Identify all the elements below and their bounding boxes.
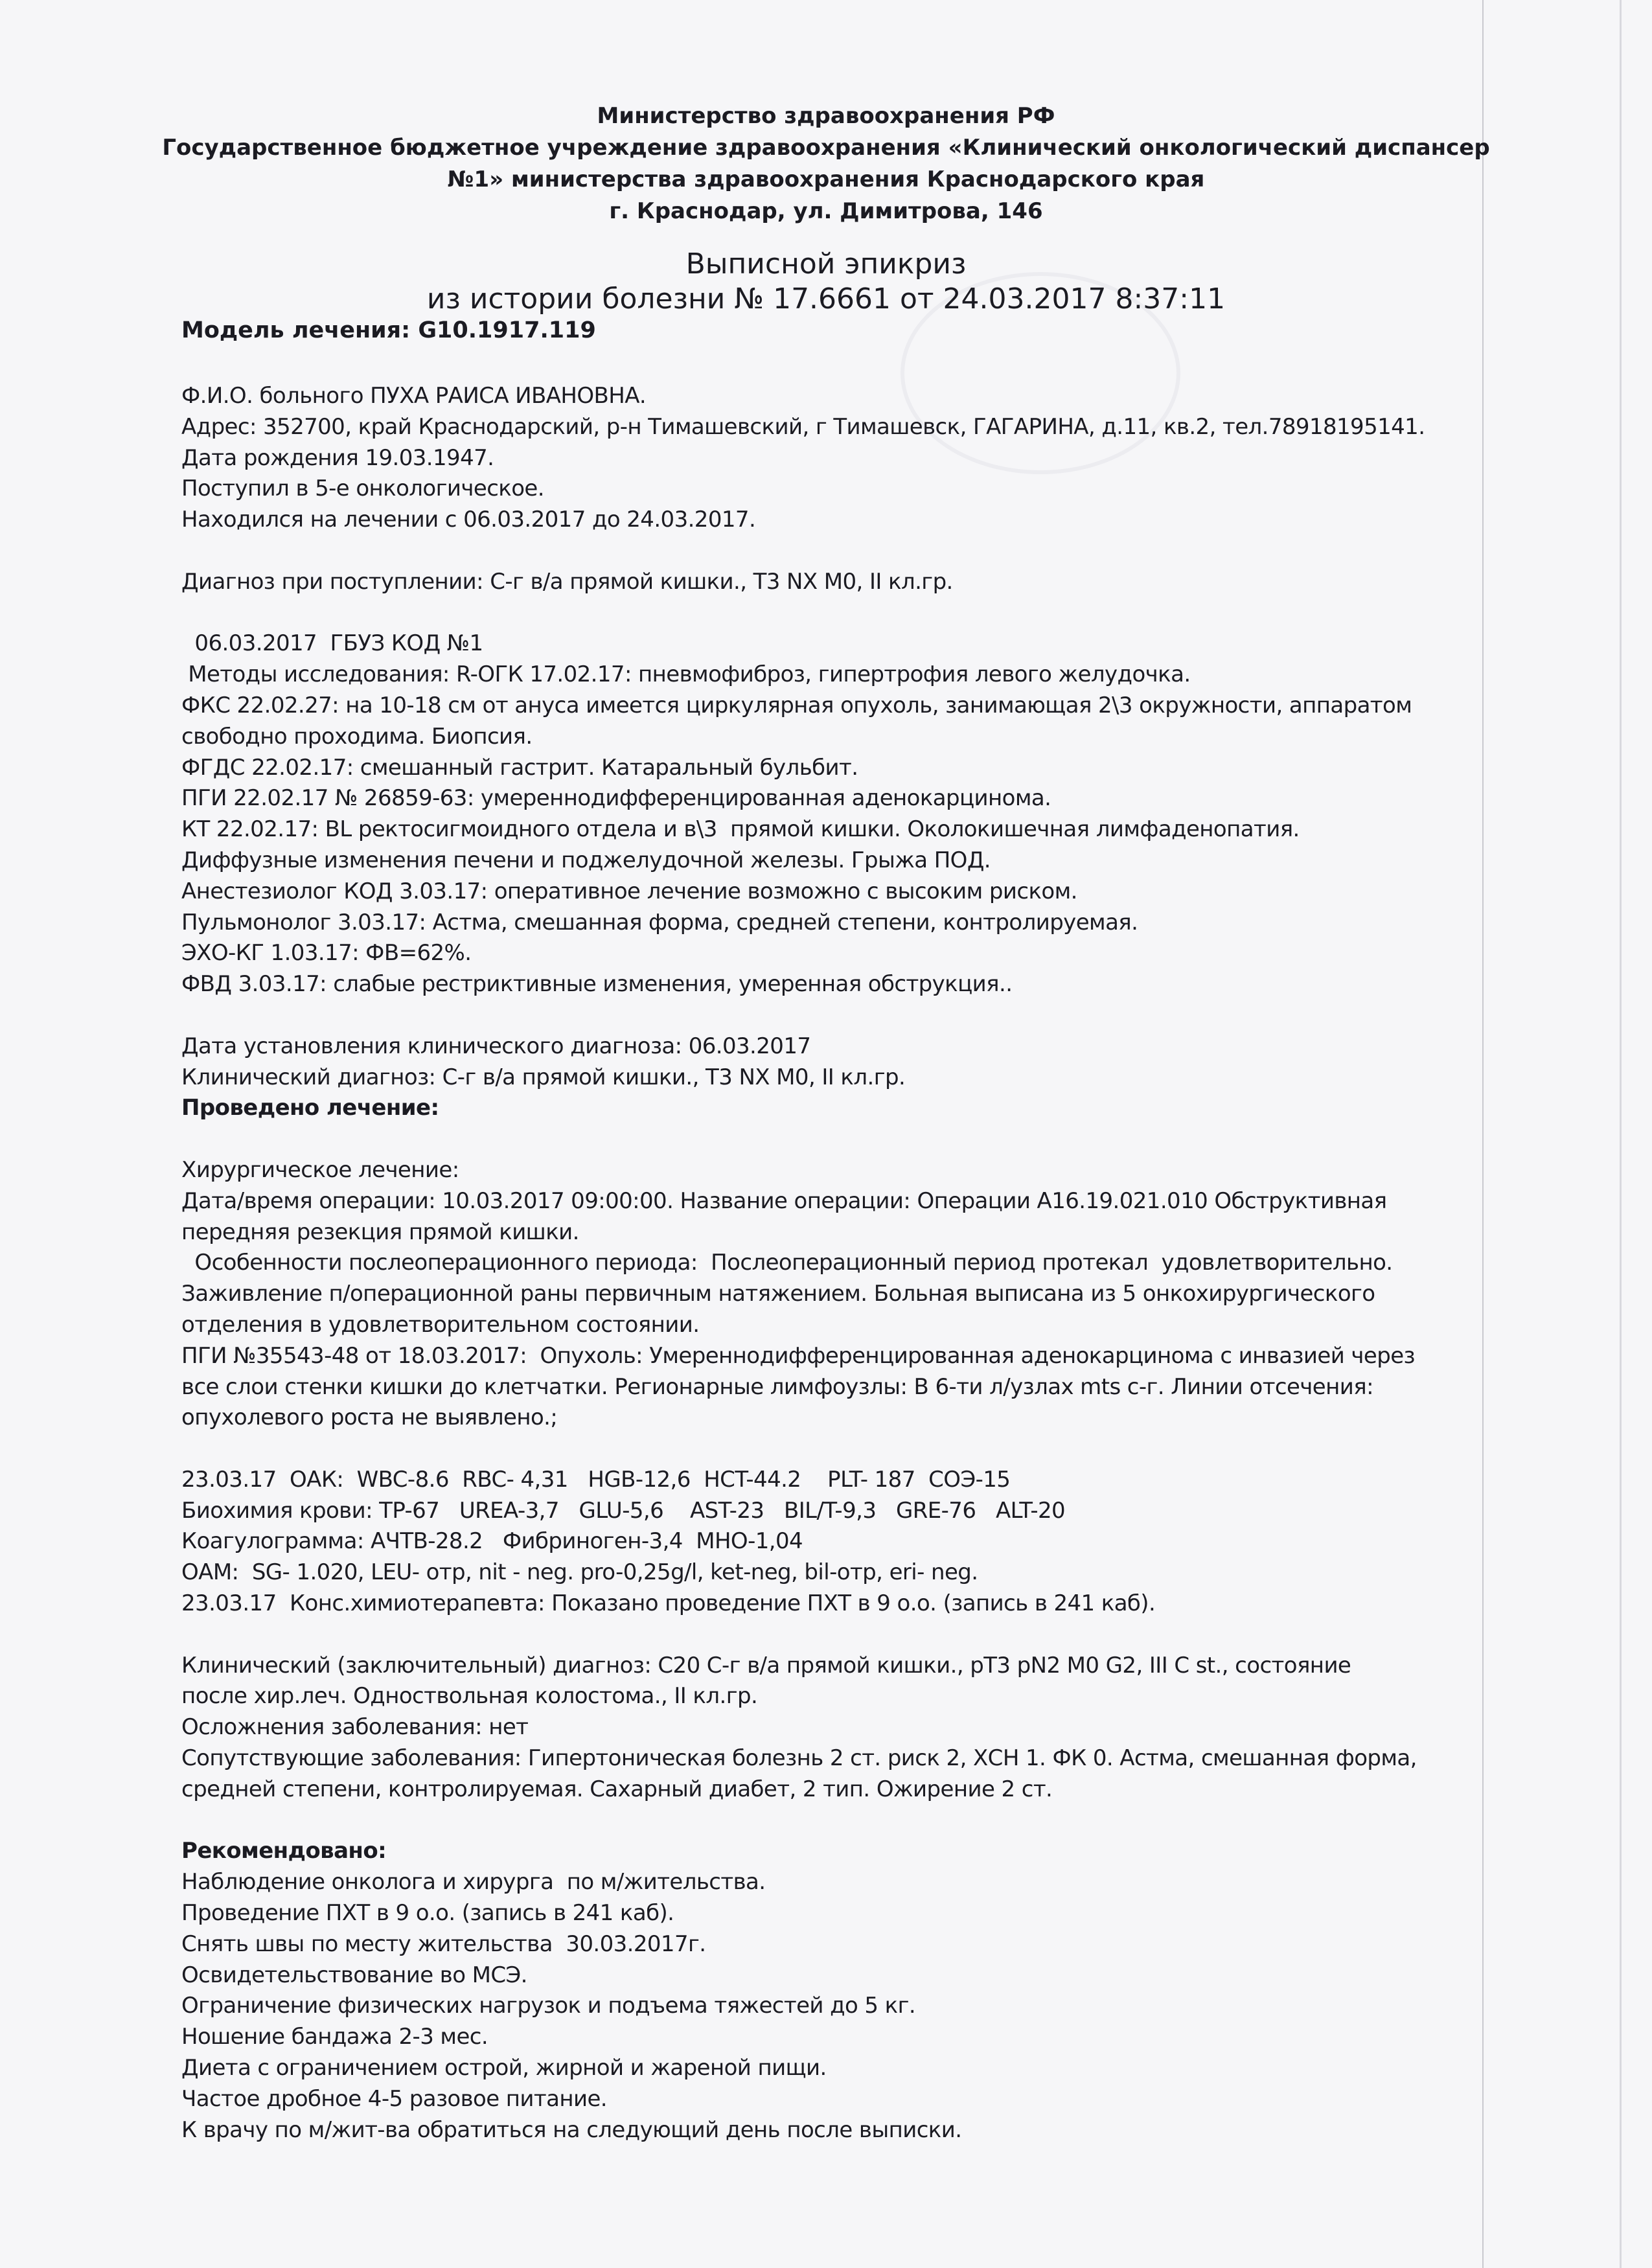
- paper-edge: [1620, 0, 1622, 2268]
- text-line: после хир.леч. Одноствольная колостома., II кл.гр.: [181, 1683, 758, 1710]
- text-line: ОАМ: SG- 1.020, LEU- отр, nit - neg. pro-0,25g/l, ket-neg, bil-отр, eri- neg.: [181, 1559, 978, 1586]
- document-subtitle: из истории болезни № 17.6661 от 24.03.2017 8:37:11: [426, 282, 1226, 315]
- header-line: Министерство здравоохранения РФ: [597, 103, 1055, 129]
- text-line: 23.03.17 Конс.химиотерапевта: Показано проведение ПХТ в 9 о.о. (запись в 241 каб).: [181, 1590, 1156, 1617]
- text-line: Биохимия крови: TP-67 UREA-3,7 GLU-5,6 AST-23 BIL/T-9,3 GRE-76 ALT-20: [181, 1497, 1066, 1524]
- text-line: Анестезиолог КОД 3.03.17: оперативное лечение возможно с высоким риском.: [181, 878, 1077, 904]
- section-heading: Проведено лечение:: [181, 1095, 439, 1121]
- text-line: отделения в удовлетворительном состоянии.: [181, 1311, 700, 1338]
- text-line: Диагноз при поступлении: С-г в/а прямой кишки., T3 NX M0, II кл.гр.: [181, 568, 953, 595]
- text-line: Проведение ПХТ в 9 о.о. (запись в 241 каб).: [181, 1900, 674, 1927]
- document-section: [181, 1836, 1425, 2146]
- text-line: Дата установления клинического диагноза: 06.03.2017: [181, 1033, 811, 1059]
- text-line: Методы исследования: R-ОГК 17.02.17: пневмофиброз, гипертрофия левого желудочка.: [181, 661, 1191, 688]
- text-line: ПГИ №35543-48 от 18.03.2017: Опухоль: Умереннодифференцированная аденокарцинома с инвазией через: [181, 1342, 1416, 1369]
- text-line: Осложнения заболевания: нет: [181, 1714, 529, 1741]
- text-line: Клинический диагноз: С-г в/а прямой кишки., T3 NX M0, II кл.гр.: [181, 1064, 906, 1090]
- document-section: [181, 1031, 1425, 1124]
- text-line: все слои стенки кишки до клетчатки. Регионарные лимфоузлы: В 6-ти л/узлах mts с-г. Линии отсечения:: [181, 1373, 1373, 1400]
- text-line: Клинический (заключительный) диагноз: C20 С-г в/а прямой кишки., pT3 pN2 M0 G2, III C st., состояние: [181, 1652, 1351, 1678]
- text-line: Диета с ограничением острой, жирной и жареной пищи.: [181, 2055, 827, 2081]
- text-line: Ношение бандажа 2-3 мес.: [181, 2024, 488, 2050]
- text-line: Ф.И.О. больного ПУХА РАИСА ИВАНОВНА.: [181, 383, 647, 409]
- text-line: Ограничение физических нагрузок и подъема тяжестей до 5 кг.: [181, 1993, 916, 2019]
- text-line: 23.03.17 ОАК: WBC-8.6 RBC- 4,31 HGB-12,6 HCT-44.2 PLT- 187 СОЭ-15: [181, 1466, 1011, 1493]
- document-section: [181, 1465, 1425, 1620]
- text-line: 06.03.2017 ГБУЗ КОД №1: [181, 630, 483, 657]
- text-line: Дата рождения 19.03.1947.: [181, 444, 494, 471]
- document-section: [181, 381, 1425, 536]
- text-line: К врачу по м/жит-ва обратиться на следующий день после выписки.: [181, 2116, 962, 2143]
- text-line: ФКС 22.02.27: на 10-18 см от ануса имеется циркулярная опухоль, занимающая 2\3 окружности, аппаратом: [181, 692, 1412, 718]
- text-line: ПГИ 22.02.17 № 26859-63: умереннодифференцированная аденокарцинома.: [181, 785, 1051, 812]
- text-line: Частое дробное 4-5 разовое питание.: [181, 2085, 608, 2112]
- text-line: Дата/время операции: 10.03.2017 09:00:00. Название операции: Операции A16.19.021.010 Обструктивная: [181, 1187, 1387, 1214]
- text-line: Поступил в 5-е онкологическое.: [181, 475, 544, 502]
- text-line: ФВД 3.03.17: слабые рестриктивные изменения, умеренная обструкция..: [181, 971, 1013, 998]
- text-line: Пульмонолог 3.03.17: Астма, смешанная форма, средней степени, контролируемая.: [181, 909, 1138, 935]
- text-line: Находился на лечении с 06.03.2017 до 24.03.2017.: [181, 507, 756, 533]
- text-line: Хирургическое лечение:: [181, 1156, 459, 1183]
- treatment-model: Модель лечения: G10.1917.119: [181, 317, 596, 343]
- text-line: Особенности послеоперационного периода: Послеоперационный период протекал удовлетворительно.: [181, 1250, 1393, 1276]
- document-title: Выписной эпикриз: [685, 247, 967, 281]
- document-section: [181, 567, 1425, 598]
- paper-fold-line: [1482, 0, 1484, 2268]
- text-line: Коагулограмма: АЧТВ-28.2 Фибриноген-3,4 МНО-1,04: [181, 1528, 803, 1555]
- text-line: КТ 22.02.17: BL ректосигмоидного отдела и в\3 прямой кишки. Околокишечная лимфаденопатия.: [181, 816, 1300, 843]
- institution-header: [0, 100, 1652, 227]
- document-section: [181, 628, 1425, 1000]
- text-line: Заживление п/операционной раны первичным натяжением. Больная выписана из 5 онкохирургического: [181, 1281, 1375, 1307]
- document-body: [181, 381, 1425, 2177]
- text-line: свободно проходима. Биопсия.: [181, 723, 533, 750]
- text-line: ЭХО-КГ 1.03.17: ФВ=62%.: [181, 940, 472, 967]
- header-line: г. Краснодар, ул. Димитрова, 146: [609, 198, 1043, 224]
- document-section: [181, 1155, 1425, 1434]
- text-line: ФГДС 22.02.17: смешанный гастрит. Катаральный бульбит.: [181, 754, 858, 781]
- text-line: Сопутствующие заболевания: Гипертоническая болезнь 2 ст. риск 2, ХСН 1. ФК 0. Астма, смешанная форма,: [181, 1745, 1417, 1772]
- header-line: №1» министерства здравоохранения Краснодарского края: [447, 166, 1205, 192]
- text-line: передняя резекция прямой кишки.: [181, 1219, 579, 1245]
- text-line: Освидетельствование во МСЭ.: [181, 1962, 527, 1988]
- header-line: Государственное бюджетное учреждение здравоохранения «Клинический онкологический диспансер: [162, 135, 1490, 161]
- text-line: опухолевого роста не выявлено.;: [181, 1404, 558, 1431]
- document-section: [181, 1651, 1425, 1805]
- text-line: Диффузные изменения печени и поджелудочной железы. Грыжа ПОД.: [181, 847, 991, 873]
- text-line: средней степени, контролируемая. Сахарный диабет, 2 тип. Ожирение 2 ст.: [181, 1776, 1053, 1802]
- text-line: Наблюдение онколога и хирурга по м/жительства.: [181, 1869, 766, 1896]
- section-heading: Рекомендовано:: [181, 1838, 387, 1864]
- text-line: Снять швы по месту жительства 30.03.2017г.: [181, 1930, 706, 1957]
- text-line: Адрес: 352700, край Краснодарский, р-н Тимашевский, г Тимашевск, ГАГАРИНА, д.11, кв.2, тел.78918195141.: [181, 413, 1425, 440]
